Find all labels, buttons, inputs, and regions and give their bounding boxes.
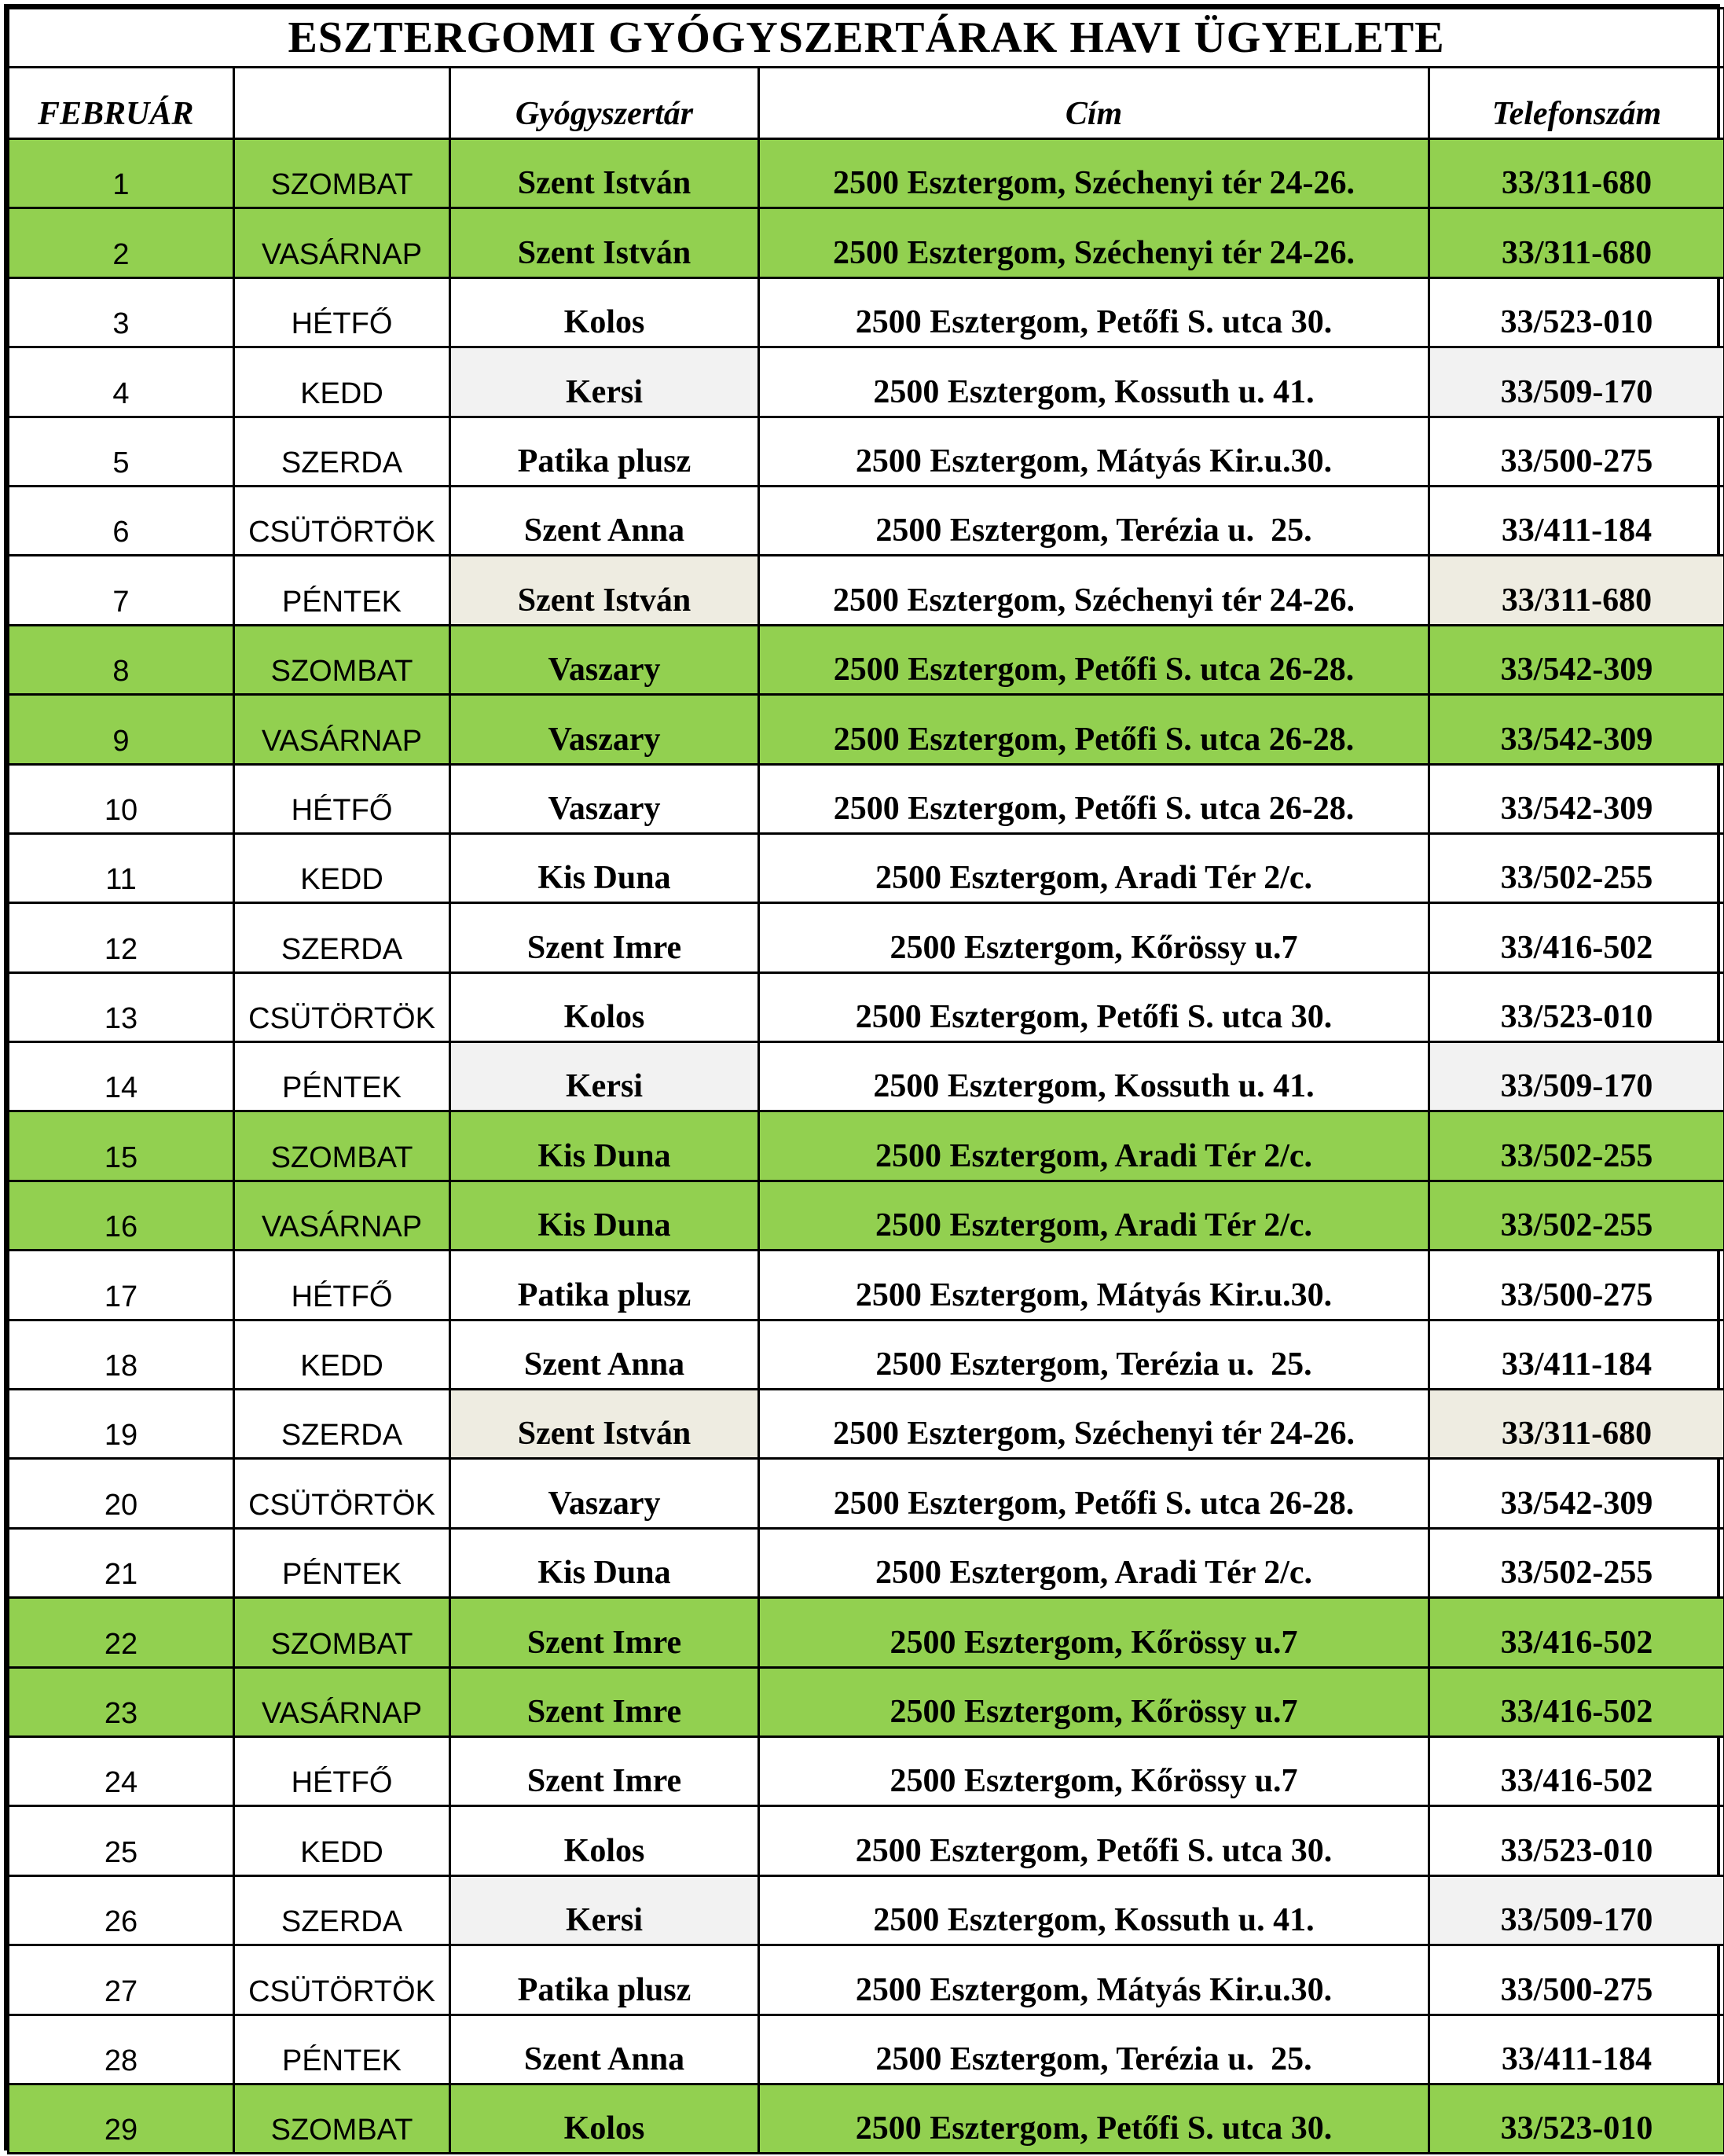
date-cell: 4 <box>9 347 234 417</box>
table-row <box>9 2015 1724 2084</box>
address-cell: 2500 Esztergom, Széchenyi tér 24-26. <box>759 139 1429 208</box>
day-cell: HÉTFŐ <box>234 277 450 347</box>
date-cell: 16 <box>9 1181 234 1250</box>
date-cell: 6 <box>9 486 234 555</box>
date-cell: 27 <box>9 1945 234 2015</box>
day-cell: PÉNTEK <box>234 1042 450 1111</box>
phone-cell: 33/542-309 <box>1429 625 1724 694</box>
header-day <box>234 68 450 139</box>
day-cell: VASÁRNAP <box>234 1667 450 1736</box>
phone-cell: 33/523-010 <box>1429 1806 1724 1875</box>
date-cell: 15 <box>9 1111 234 1181</box>
address-cell: 2500 Esztergom, Petőfi S. utca 30. <box>759 972 1429 1041</box>
pharmacy-cell: Kis Duna <box>450 1528 759 1597</box>
date-cell: 9 <box>9 695 234 764</box>
date-cell: 13 <box>9 972 234 1041</box>
pharmacy-cell: Szent István <box>450 208 759 277</box>
date-cell: 2 <box>9 208 234 277</box>
phone-cell: 33/416-502 <box>1429 1667 1724 1736</box>
day-cell: SZERDA <box>234 417 450 486</box>
phone-cell: 33/542-309 <box>1429 695 1724 764</box>
table-row <box>9 417 1724 486</box>
pharmacy-cell: Kis Duna <box>450 1111 759 1181</box>
date-cell: 1 <box>9 139 234 208</box>
day-cell: SZOMBAT <box>234 625 450 694</box>
day-cell: CSÜTÖRTÖK <box>234 486 450 555</box>
duty-schedule-table <box>7 7 1724 2154</box>
day-cell: SZOMBAT <box>234 1598 450 1667</box>
address-cell: 2500 Esztergom, Kossuth u. 41. <box>759 347 1429 417</box>
page-title: ESZTERGOMI GYÓGYSZERTÁRAK HAVI ÜGYELETE <box>9 9 1724 68</box>
phone-cell: 33/311-680 <box>1429 1390 1724 1459</box>
day-cell: CSÜTÖRTÖK <box>234 1459 450 1528</box>
address-cell: 2500 Esztergom, Petőfi S. utca 30. <box>759 2084 1429 2153</box>
date-cell: 18 <box>9 1320 234 1389</box>
phone-cell: 33/502-255 <box>1429 1181 1724 1250</box>
day-cell: VASÁRNAP <box>234 695 450 764</box>
header-month: FEBRUÁR <box>9 68 234 139</box>
phone-cell: 33/509-170 <box>1429 347 1724 417</box>
pharmacy-cell: Kolos <box>450 277 759 347</box>
date-cell: 21 <box>9 1528 234 1597</box>
date-cell: 22 <box>9 1598 234 1667</box>
title-row <box>9 9 1724 68</box>
pharmacy-cell: Kersi <box>450 1875 759 1945</box>
table-row <box>9 208 1724 277</box>
table-row <box>9 1042 1724 1111</box>
day-cell: PÉNTEK <box>234 2015 450 2084</box>
address-cell: 2500 Esztergom, Aradi Tér 2/c. <box>759 1181 1429 1250</box>
address-cell: 2500 Esztergom, Mátyás Kir.u.30. <box>759 1945 1429 2015</box>
address-cell: 2500 Esztergom, Terézia u. 25. <box>759 2015 1429 2084</box>
address-cell: 2500 Esztergom, Kőrössy u.7 <box>759 1736 1429 1805</box>
day-cell: SZERDA <box>234 903 450 972</box>
day-cell: KEDD <box>234 1320 450 1389</box>
header-phone: Telefonszám <box>1429 68 1724 139</box>
pharmacy-cell: Kersi <box>450 347 759 417</box>
pharmacy-cell: Szent István <box>450 139 759 208</box>
table-row <box>9 556 1724 625</box>
header-pharmacy: Gyógyszertár <box>450 68 759 139</box>
address-cell: 2500 Esztergom, Petőfi S. utca 30. <box>759 1806 1429 1875</box>
day-cell: SZOMBAT <box>234 1111 450 1181</box>
pharmacy-cell: Vaszary <box>450 1459 759 1528</box>
address-cell: 2500 Esztergom, Kossuth u. 41. <box>759 1875 1429 1945</box>
date-cell: 26 <box>9 1875 234 1945</box>
table-row <box>9 2084 1724 2153</box>
table-row <box>9 1875 1724 1945</box>
date-cell: 3 <box>9 277 234 347</box>
day-cell: KEDD <box>234 1806 450 1875</box>
table-row <box>9 486 1724 555</box>
table-row <box>9 833 1724 902</box>
address-cell: 2500 Esztergom, Petőfi S. utca 26-28. <box>759 695 1429 764</box>
day-cell: SZERDA <box>234 1390 450 1459</box>
phone-cell: 33/523-010 <box>1429 277 1724 347</box>
pharmacy-cell: Szent Imre <box>450 1667 759 1736</box>
table-row <box>9 764 1724 833</box>
table-row <box>9 972 1724 1041</box>
pharmacy-cell: Patika plusz <box>450 1945 759 2015</box>
phone-cell: 33/509-170 <box>1429 1042 1724 1111</box>
phone-cell: 33/416-502 <box>1429 903 1724 972</box>
phone-cell: 33/411-184 <box>1429 486 1724 555</box>
table-row <box>9 695 1724 764</box>
pharmacy-cell: Szent Anna <box>450 1320 759 1389</box>
day-cell: KEDD <box>234 347 450 417</box>
address-cell: 2500 Esztergom, Kőrössy u.7 <box>759 903 1429 972</box>
phone-cell: 33/411-184 <box>1429 1320 1724 1389</box>
table-row <box>9 625 1724 694</box>
phone-cell: 33/311-680 <box>1429 208 1724 277</box>
pharmacy-cell: Vaszary <box>450 764 759 833</box>
address-cell: 2500 Esztergom, Petőfi S. utca 26-28. <box>759 625 1429 694</box>
pharmacy-cell: Szent István <box>450 1390 759 1459</box>
address-cell: 2500 Esztergom, Kossuth u. 41. <box>759 1042 1429 1111</box>
phone-cell: 33/500-275 <box>1429 417 1724 486</box>
date-cell: 19 <box>9 1390 234 1459</box>
pharmacy-cell: Patika plusz <box>450 1251 759 1320</box>
day-cell: VASÁRNAP <box>234 208 450 277</box>
table-row <box>9 1667 1724 1736</box>
pharmacy-cell: Szent Imre <box>450 1736 759 1805</box>
date-cell: 7 <box>9 556 234 625</box>
phone-cell: 33/502-255 <box>1429 1111 1724 1181</box>
day-cell: CSÜTÖRTÖK <box>234 1945 450 2015</box>
address-cell: 2500 Esztergom, Aradi Tér 2/c. <box>759 1528 1429 1597</box>
address-cell: 2500 Esztergom, Széchenyi tér 24-26. <box>759 1390 1429 1459</box>
date-cell: 29 <box>9 2084 234 2153</box>
day-cell: HÉTFŐ <box>234 764 450 833</box>
pharmacy-cell: Kolos <box>450 2084 759 2153</box>
address-cell: 2500 Esztergom, Széchenyi tér 24-26. <box>759 208 1429 277</box>
pharmacy-cell: Vaszary <box>450 695 759 764</box>
phone-cell: 33/311-680 <box>1429 556 1724 625</box>
day-cell: HÉTFŐ <box>234 1251 450 1320</box>
address-cell: 2500 Esztergom, Mátyás Kir.u.30. <box>759 417 1429 486</box>
phone-cell: 33/311-680 <box>1429 139 1724 208</box>
pharmacy-cell: Kersi <box>450 1042 759 1111</box>
pharmacy-cell: Kis Duna <box>450 833 759 902</box>
day-cell: SZOMBAT <box>234 139 450 208</box>
pharmacy-cell: Szent Anna <box>450 2015 759 2084</box>
day-cell: KEDD <box>234 833 450 902</box>
phone-cell: 33/502-255 <box>1429 833 1724 902</box>
date-cell: 17 <box>9 1251 234 1320</box>
pharmacy-cell: Kolos <box>450 972 759 1041</box>
phone-cell: 33/523-010 <box>1429 972 1724 1041</box>
phone-cell: 33/542-309 <box>1429 764 1724 833</box>
date-cell: 10 <box>9 764 234 833</box>
table-row <box>9 1945 1724 2015</box>
address-cell: 2500 Esztergom, Petőfi S. utca 26-28. <box>759 1459 1429 1528</box>
date-cell: 25 <box>9 1806 234 1875</box>
date-cell: 24 <box>9 1736 234 1805</box>
address-cell: 2500 Esztergom, Kőrössy u.7 <box>759 1667 1429 1736</box>
phone-cell: 33/500-275 <box>1429 1945 1724 2015</box>
phone-cell: 33/502-255 <box>1429 1528 1724 1597</box>
date-cell: 14 <box>9 1042 234 1111</box>
pharmacy-cell: Szent Imre <box>450 1598 759 1667</box>
schedule-rows <box>9 139 1724 2154</box>
header-address: Cím <box>759 68 1429 139</box>
table-row <box>9 1111 1724 1181</box>
day-cell: PÉNTEK <box>234 1528 450 1597</box>
table-row <box>9 277 1724 347</box>
pharmacy-cell: Vaszary <box>450 625 759 694</box>
phone-cell: 33/416-502 <box>1429 1598 1724 1667</box>
address-cell: 2500 Esztergom, Aradi Tér 2/c. <box>759 833 1429 902</box>
table-row <box>9 1390 1724 1459</box>
date-cell: 23 <box>9 1667 234 1736</box>
table-row <box>9 903 1724 972</box>
table-row <box>9 1181 1724 1250</box>
phone-cell: 33/416-502 <box>1429 1736 1724 1805</box>
phone-cell: 33/509-170 <box>1429 1875 1724 1945</box>
table-row <box>9 1806 1724 1875</box>
day-cell: HÉTFŐ <box>234 1736 450 1805</box>
address-cell: 2500 Esztergom, Kőrössy u.7 <box>759 1598 1429 1667</box>
phone-cell: 33/411-184 <box>1429 2015 1724 2084</box>
table-row <box>9 1598 1724 1667</box>
date-cell: 8 <box>9 625 234 694</box>
header-row <box>9 68 1724 139</box>
table-row <box>9 1459 1724 1528</box>
pharmacy-cell: Szent István <box>450 556 759 625</box>
table-row <box>9 1320 1724 1389</box>
day-cell: CSÜTÖRTÖK <box>234 972 450 1041</box>
date-cell: 11 <box>9 833 234 902</box>
phone-cell: 33/542-309 <box>1429 1459 1724 1528</box>
pharmacy-cell: Kis Duna <box>450 1181 759 1250</box>
date-cell: 12 <box>9 903 234 972</box>
pharmacy-cell: Patika plusz <box>450 417 759 486</box>
pharmacy-cell: Kolos <box>450 1806 759 1875</box>
address-cell: 2500 Esztergom, Petőfi S. utca 30. <box>759 277 1429 347</box>
table-row <box>9 139 1724 208</box>
address-cell: 2500 Esztergom, Mátyás Kir.u.30. <box>759 1251 1429 1320</box>
pharmacy-cell: Szent Anna <box>450 486 759 555</box>
table-row <box>9 1528 1724 1597</box>
address-cell: 2500 Esztergom, Terézia u. 25. <box>759 486 1429 555</box>
day-cell: SZERDA <box>234 1875 450 1945</box>
table-row <box>9 347 1724 417</box>
duty-schedule-sheet <box>4 4 1720 2150</box>
address-cell: 2500 Esztergom, Széchenyi tér 24-26. <box>759 556 1429 625</box>
phone-cell: 33/500-275 <box>1429 1251 1724 1320</box>
address-cell: 2500 Esztergom, Terézia u. 25. <box>759 1320 1429 1389</box>
day-cell: PÉNTEK <box>234 556 450 625</box>
date-cell: 5 <box>9 417 234 486</box>
day-cell: VASÁRNAP <box>234 1181 450 1250</box>
address-cell: 2500 Esztergom, Petőfi S. utca 26-28. <box>759 764 1429 833</box>
phone-cell: 33/523-010 <box>1429 2084 1724 2153</box>
table-row <box>9 1736 1724 1805</box>
address-cell: 2500 Esztergom, Aradi Tér 2/c. <box>759 1111 1429 1181</box>
date-cell: 28 <box>9 2015 234 2084</box>
table-row <box>9 1251 1724 1320</box>
day-cell: SZOMBAT <box>234 2084 450 2153</box>
date-cell: 20 <box>9 1459 234 1528</box>
pharmacy-cell: Szent Imre <box>450 903 759 972</box>
